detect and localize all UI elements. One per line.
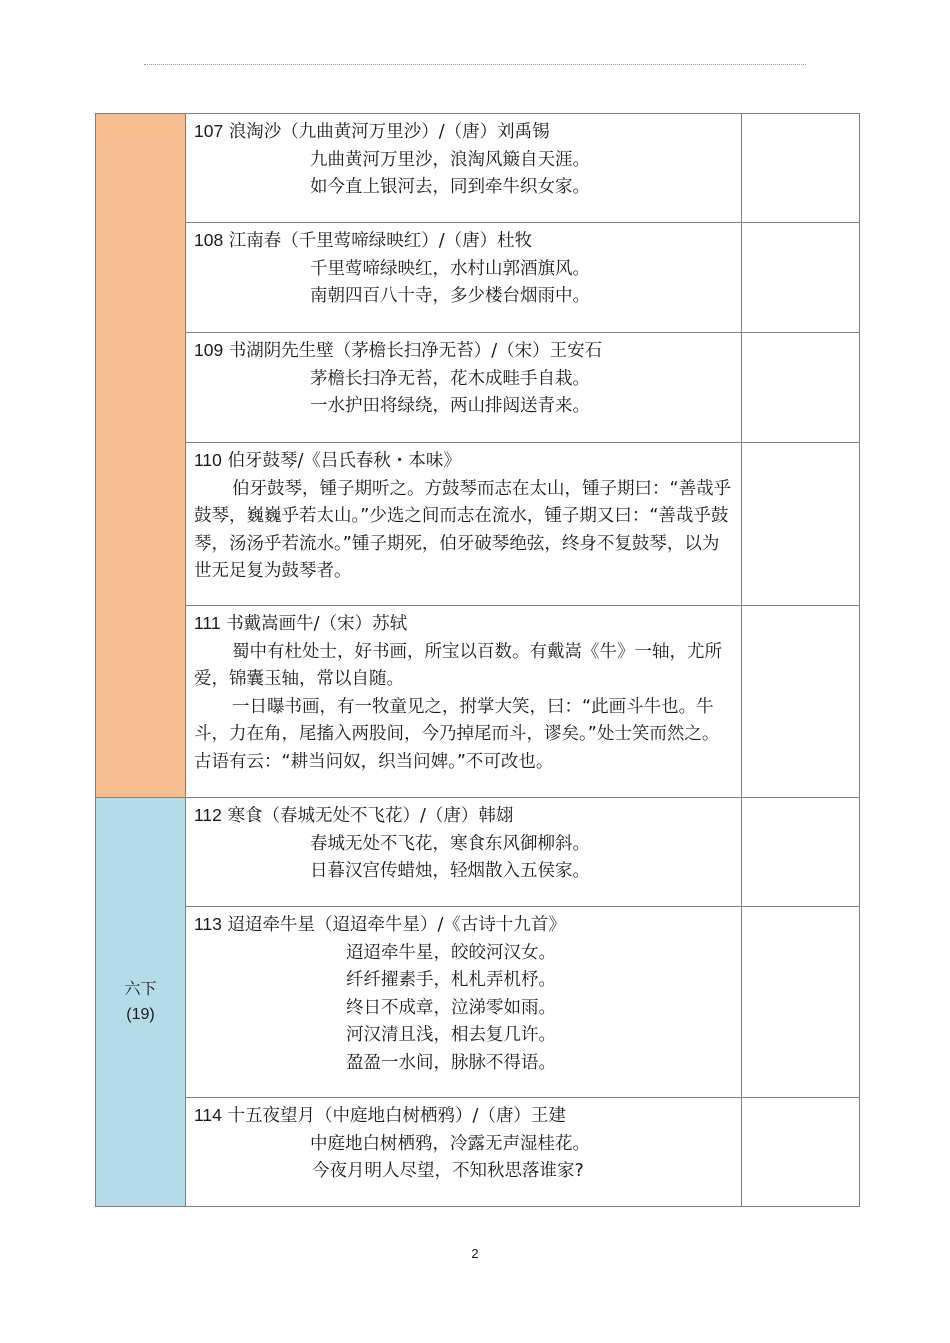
poem-cell [186,223,742,333]
poem-line: 千里莺啼绿映红，水村山郭酒旗风。 [310,258,590,279]
prose-paragraph: 一日曝书画，有一牧童见之，拊掌大笑，曰：“此画斗牛也。牛斗，力在角，尾搐入两股间，今乃掉尾而斗，谬矣。”处士笑而然之。古语有云：“耕当问奴，织当问婢。”不可改也。 [194,696,720,772]
prose-title: 111 书戴嵩画牛/（宋）苏轼 [194,613,408,634]
poem-line: 茅檐长扫净无苔，花木成畦手自栽。 [310,368,590,389]
poem-table [95,113,860,1207]
poem-line: 河汉清且浅，相去复几许。 [346,1025,556,1045]
poem-line: 日暮汉宫传蜡烛，轻烟散入五侯家。 [310,861,590,881]
table-row [96,114,860,223]
check-cell [742,114,860,223]
table-row [96,907,860,1098]
table-row [96,1098,860,1207]
poem-line: 如今直上银河去，同到牵牛织女家。 [310,177,590,197]
poem-line: 盈盈一水间，脉脉不得语。 [346,1052,556,1073]
check-cell [742,1098,860,1207]
poem-line: 今夜月明人尽望，不知秋思落谁家? [312,1161,584,1181]
poem-line: 春城无处不飞花，寒食东风御柳斜。 [310,833,590,854]
grade-cell-5b [96,114,186,798]
poem-title: 112 寒食（春城无处不飞花）/（唐）韩翃 [194,805,514,826]
table-row [96,798,860,907]
poem-cell [186,1098,742,1207]
poem-title: 108 江南春（千里莺啼绿映红）/（唐）杜牧 [194,230,533,251]
grade-label: 六下 [124,979,157,998]
poem-cell [186,798,742,907]
poem-cell [186,907,742,1098]
check-cell [742,223,860,333]
poem-line: 中庭地白树栖鸦，冷露无声湿桂花。 [310,1133,590,1154]
check-cell [742,443,860,606]
poem-title: 109 书湖阴先生壁（茅檐长扫净无苔）/（宋）王安石 [194,340,603,361]
poem-title: 107 浪淘沙（九曲黄河万里沙）/（唐）刘禹锡 [194,121,550,142]
poem-title: 113 迢迢牵牛星（迢迢牵牛星）/《古诗十九首》 [194,914,566,935]
header-rule [144,64,806,65]
check-cell [742,907,860,1098]
poem-line: 纤纤擢素手，札札弄机杼。 [346,970,556,990]
poem-line: 南朝四百八十寺，多少楼台烟雨中。 [310,286,590,306]
table-row [96,606,860,798]
grade-cell-6b [96,798,186,1207]
poem-line: 九曲黄河万里沙，浪淘风簸自天涯。 [310,149,590,170]
poem-line: 迢迢牵牛星，皎皎河汉女。 [346,942,556,963]
page-number: 2 [471,1246,479,1261]
poem-line: 终日不成章，泣涕零如雨。 [346,997,556,1018]
poem-cell [186,114,742,223]
prose-paragraph: 蜀中有杜处士，好书画，所宝以百数。有戴嵩《牛》一轴，尤所爱，锦囊玉轴，常以自随。 [194,641,722,689]
table-row [96,443,860,606]
check-cell [742,798,860,907]
prose-title: 110 伯牙鼓琴/《吕氏春秋・本味》 [194,450,461,471]
prose-paragraph: 伯牙鼓琴，锺子期听之。方鼓琴而志在太山，锺子期曰：“善哉乎鼓琴，巍巍乎若太山。”少选之间而志在流水，锺子期又曰：“善哉乎鼓琴，汤汤乎若流水。”锺子期死，伯牙破琴绝弦，终身不复鼓琴，以为世无足复为鼓琴者。 [194,478,732,581]
table-row [96,223,860,333]
prose-cell [186,443,742,606]
check-cell [742,333,860,443]
poem-line: 一水护田将绿绕，两山排闼送青来。 [310,396,590,416]
grade-count: (19) [126,1006,155,1023]
poem-title: 114 十五夜望月（中庭地白树栖鸦）/（唐）王建 [194,1105,566,1126]
check-cell [742,606,860,798]
prose-cell [186,606,742,798]
poem-cell [186,333,742,443]
table-row [96,333,860,443]
